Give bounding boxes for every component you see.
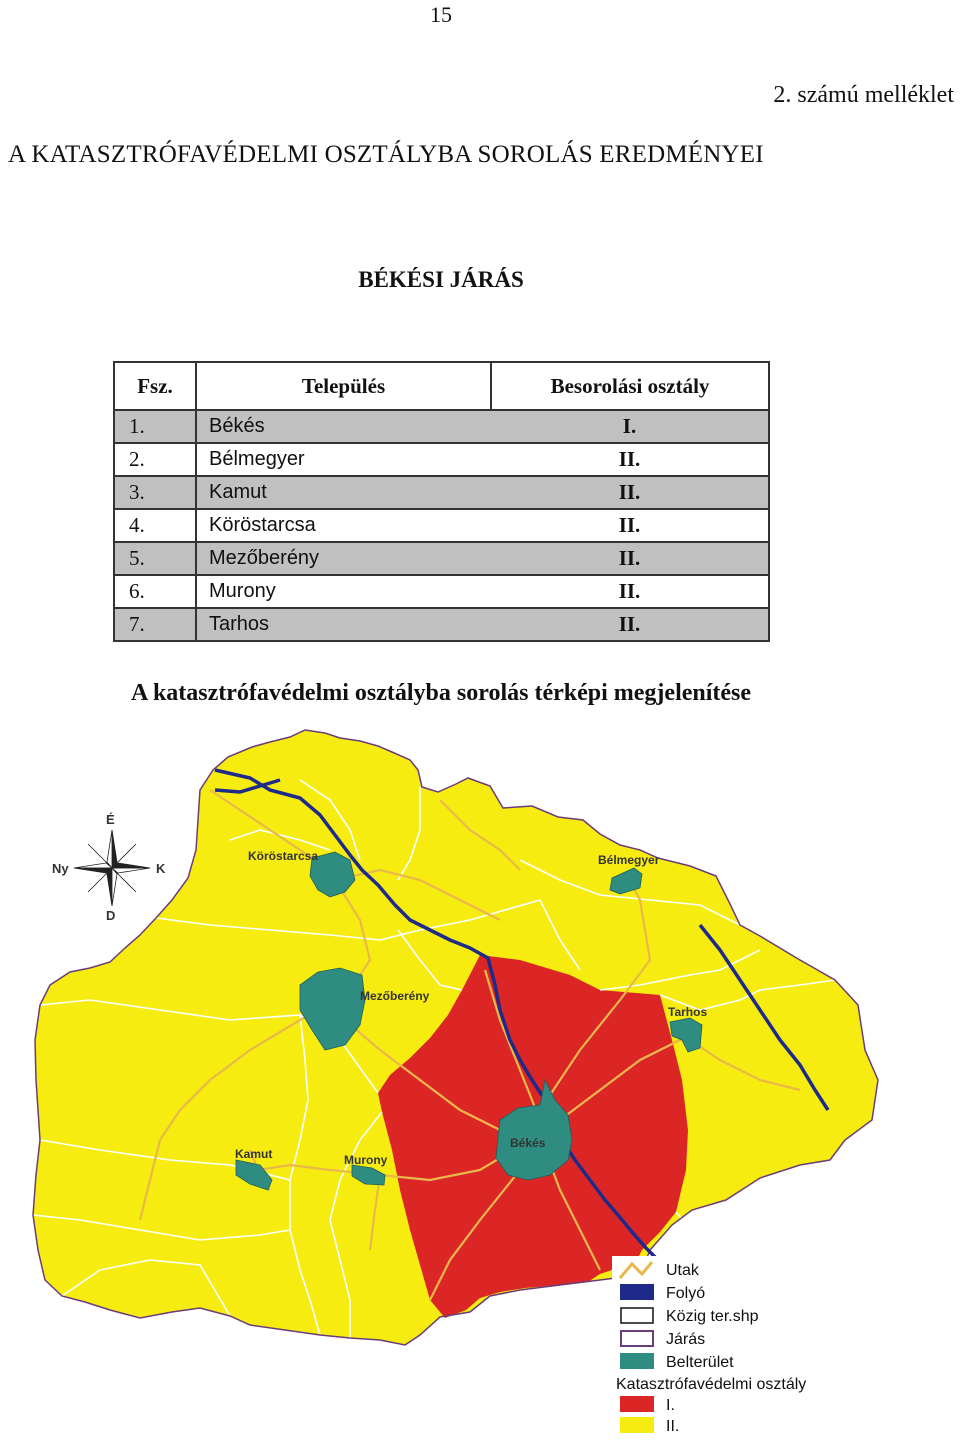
map-label-murony: Murony — [344, 1153, 388, 1167]
row-class: II. — [491, 575, 769, 608]
class1-swatch-icon — [620, 1396, 654, 1412]
row-class: II. — [491, 542, 769, 575]
header-class: Besorolási osztály — [491, 362, 769, 410]
compass-north-label: É — [106, 812, 115, 827]
district-boundary-swatch-icon — [621, 1331, 653, 1346]
row-settlement: Békés — [196, 410, 491, 443]
row-number: 4. — [114, 509, 196, 542]
row-number: 7. — [114, 608, 196, 641]
table-row — [114, 509, 769, 542]
header-settlement: Település — [196, 362, 491, 410]
row-number: 6. — [114, 575, 196, 608]
row-settlement: Bélmegyer — [196, 443, 491, 476]
row-number: 2. — [114, 443, 196, 476]
district-map — [0, 715, 960, 1444]
map-label-korostarcsa: Köröstarcsa — [248, 849, 319, 863]
row-number: 1. — [114, 410, 196, 443]
table-row — [114, 608, 769, 641]
legend-label: Folyó — [666, 1285, 706, 1302]
row-class: I. — [491, 410, 769, 443]
map-label-kamut: Kamut — [235, 1147, 273, 1161]
map-caption: A katasztrófavédelmi osztályba sorolás térképi megjelenítése — [130, 680, 752, 706]
legend-label: Közig ter.shp — [666, 1308, 759, 1325]
table-row — [114, 410, 769, 443]
compass-east-label: K — [156, 861, 166, 876]
map-legend — [612, 1256, 858, 1444]
compass-south-label: D — [106, 908, 116, 923]
built-up-swatch-icon — [620, 1353, 654, 1369]
class2-swatch-icon — [620, 1417, 654, 1433]
row-class: II. — [491, 476, 769, 509]
table-row — [114, 542, 769, 575]
row-number: 3. — [114, 476, 196, 509]
legend-label: II. — [666, 1418, 680, 1435]
compass-star-icon — [74, 830, 150, 906]
legend-label: Járás — [666, 1331, 706, 1348]
annex-label: 2. számú melléklet — [773, 82, 954, 108]
row-class: II. — [491, 443, 769, 476]
page-title: A KATASZTRÓFAVÉDELMI OSZTÁLYBA SOROLÁS EREDMÉNYEI — [8, 141, 764, 168]
page-number: 15 — [430, 2, 452, 27]
compass-west-label: Ny — [52, 861, 69, 876]
map-label-belmegyer: Bélmegyer — [598, 853, 660, 867]
district-subtitle: BÉKÉSI JÁRÁS — [358, 267, 524, 292]
classification-table — [113, 361, 770, 642]
table-row — [114, 575, 769, 608]
compass-rose — [52, 812, 166, 923]
row-settlement: Mezőberény — [196, 542, 491, 575]
row-settlement: Kamut — [196, 476, 491, 509]
legend-item-class2 — [620, 1417, 679, 1435]
legend-item-belterulet — [620, 1353, 734, 1371]
row-settlement: Tarhos — [196, 608, 491, 641]
table-row — [114, 476, 769, 509]
row-class: II. — [491, 608, 769, 641]
legend-heading: Katasztrófavédelmi osztály — [616, 1376, 807, 1393]
legend-label: I. — [666, 1397, 675, 1414]
map-label-bekes: Békés — [510, 1136, 546, 1150]
row-settlement: Köröstarcsa — [196, 509, 491, 542]
header-no: Fsz. — [114, 362, 196, 410]
row-settlement: Murony — [196, 575, 491, 608]
legend-item-kozig — [621, 1308, 759, 1325]
legend-label: Belterület — [666, 1354, 734, 1371]
table-header-row — [114, 362, 769, 410]
map-label-tarhos: Tarhos — [668, 1005, 708, 1019]
admin-boundary-swatch-icon — [621, 1308, 653, 1323]
legend-label: Utak — [666, 1262, 699, 1279]
river-swatch-icon — [620, 1284, 654, 1300]
map-label-mezobereny: Mezőberény — [360, 989, 430, 1003]
legend-item-class1 — [620, 1396, 675, 1414]
row-number: 5. — [114, 542, 196, 575]
row-class: II. — [491, 509, 769, 542]
table-row — [114, 443, 769, 476]
